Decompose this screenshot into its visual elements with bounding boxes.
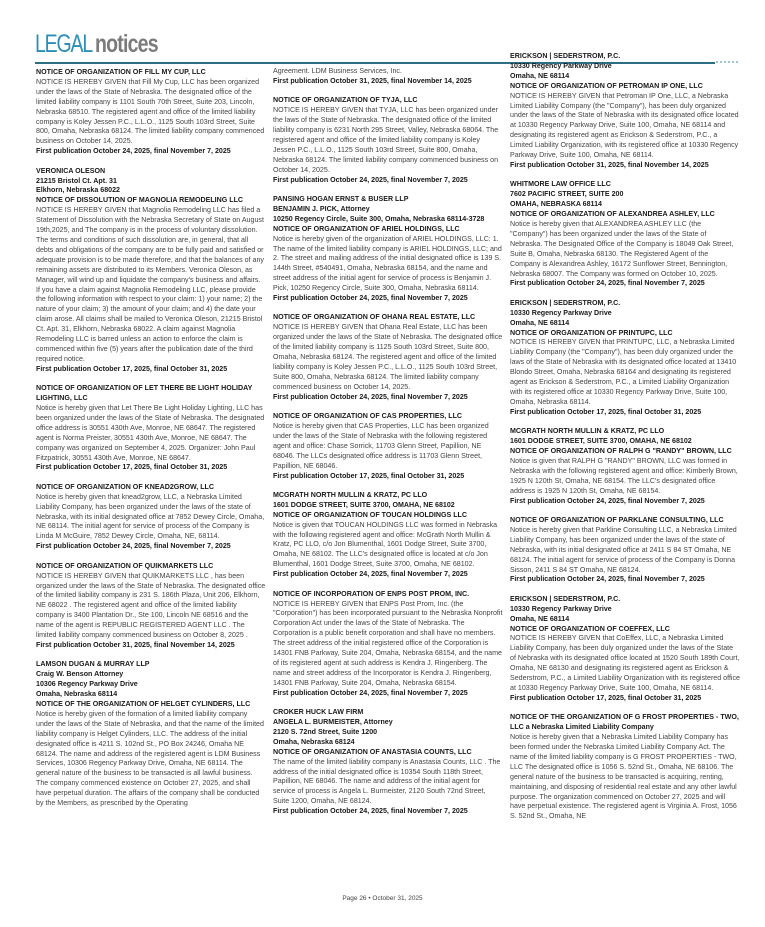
publication-dates: First publication October 31, 2025, final November 14, 2025 (510, 160, 709, 169)
notice-heading-line: NOTICE OF ORGANIZATION OF KNEAD2GROW, LLC (36, 482, 214, 491)
legal-notice (273, 313, 503, 402)
notice-heading-line: 10330 Regency Parkway Drive (510, 308, 612, 317)
legal-notice (510, 595, 740, 704)
notice-heading-line: 10306 Regency Parkway Drive (36, 680, 138, 689)
notice-heading-line: Omaha, Nebraska 68124 (273, 737, 355, 746)
publication-dates: First publication October 17, 2025, final October 31, 2025 (36, 364, 228, 373)
column-2 (273, 67, 503, 827)
notice-body: NOTICE IS HEREBY GIVEN that QUIKMARKETS LLC , has been organized under the laws of the State of Nebraska. The designated office of the limited liability company is 231 S. 186th Plaza, Unit 206, Elkhorn, NE 68022 . The registered agent and office of the limited liability company is 3400 Plantation Dr., Ste 100, Lincoln NE 68516 and the name of the agent is REPUBLIC REGISTERED AGENT LLC . The limited liability company commenced business on October 8, 2025 . (36, 571, 266, 640)
notice-heading-line: VERONICA OLESON (36, 166, 106, 175)
legal-notice (36, 562, 266, 651)
notice-body: Notice is given that TOUCAN HOLDINGS LLC was formed in Nebraska with the following registered agent and office: McGrath North Mullin & Kratz, PC LLO, c/o Jon Blumenthal, 1601 Dodge Street, Suite 3700, Omaha, NE 68102. The LLC's designated office is located at c/o Jon Blumenthal, 1601 Dodge Street, Suite 3700, Omaha, NE 68102. (273, 520, 498, 569)
notice-body: Notice is hereby given of the organization of ARIEL HOLDINGS, LLC: 1. The name of the limited liability company is ARIEL HOLDINGS, LLC; and 2. The street and mailing address of the initial designated office is 139 S. 144th Street, #540491, Omaha, Nebraska 68154, and the name and street address of the initial agent for service of process is Benjamin J. Pick, 10250 Regency Circle, Suite 300, Omaha, Nebraska 68114. (273, 234, 502, 293)
notice-body: NOTICE IS HEREBY GIVEN that ENPS Post Prom, Inc. (the "Corporation") has been incorporated pursuant to the Nebraska Nonprofit Corporation Act under the laws of the State of Nebraska. The Corporation is a public benefit corporation and shall have no members. The street address of the initial registered office of the Corporation is 14301 FNB Parkway, Suite 204, Omaha, Nebraska 68154, and the name of its registered agent at such address is Kendra J. Ringenberg. The name and street address of the Incorporator is Kendra J. Ringenberg, 14301 FNB Parkway, Suite 204, Omaha, Nebraska 68154. (273, 599, 503, 687)
page-footer (0, 895, 765, 902)
notice-heading-line: PANSING HOGAN ERNST & BUSER LLP (273, 194, 409, 203)
publication-dates: First publication October 31, 2025, final November 14, 2025 (273, 76, 472, 85)
notice-heading-line: 10330 Regency Parkway Drive (510, 604, 612, 613)
legal-notice (273, 96, 503, 185)
notice-heading-line: OMAHA, NEBRASKA 68114 (510, 200, 602, 209)
notice-heading-line: NOTICE OF INCORPORATION OF ENPS POST PROM, INC. (273, 589, 470, 598)
notice-heading-line: ERICKSON | SEDERSTROM, P.C. (510, 52, 621, 60)
legal-notice (273, 491, 503, 580)
publication-dates: First publication October 24, 2025, final November 7, 2025 (273, 807, 468, 816)
legal-notice (273, 590, 503, 699)
notice-heading-line: 1601 DODGE STREET, SUITE 3700, OMAHA, NE 68102 (510, 437, 692, 446)
notice-heading-line: Omaha, NE 68114 (510, 318, 570, 327)
publication-dates: First publication October 17, 2025, final October 31, 2025 (273, 471, 465, 480)
notice-body: NOTICE IS HEREBY GIVEN that Fill My Cup, LLC has been organized under the laws of the State of Nebraska. The designated office of the limited liability company is 1101 South 70th Street, Suite 203, Lincoln, Nebraska 68510. The registered agent and office of the limited liability company is Koley Jessen P.C., L.L.O., 1125 South 103rd Street, Suite 800, Omaha, Nebraska 68124. The limited liability company commenced business on October 14, 2025. (36, 77, 265, 146)
legal-notice (273, 67, 503, 87)
notice-body: Agreement. LDM Business Services, Inc. (273, 67, 402, 75)
legal-notice (510, 427, 740, 506)
notice-heading-line: NOTICE OF ORGANIZATION OF RALPH G "RANDY" BROWN, LLC (510, 447, 732, 456)
publication-dates: First publication October 24, 2025, final November 7, 2025 (510, 496, 705, 505)
header-title-notices: notices (95, 30, 158, 58)
notice-heading-line: 1601 DODGE STREET, SUITE 3700, OMAHA, NE 68102 (273, 500, 455, 509)
legal-notice (510, 299, 740, 418)
section-header (35, 30, 158, 60)
notice-body: NOTICE IS HEREBY GIVEN that CoEffex, LLC, a Nebraska Limited Liability Company, has been duly organized under the laws of the State of Nebraska with its designated office located at 1520 South 189th Court, Omaha, NE 68130 and designating its registered agent as Erickson & Sederstrom, P.C., a Limited Liability Organization with its registered office at 10330 Regency Parkway Drive, Suite 100, Omaha, NE 68114. (510, 634, 740, 692)
publication-dates: First publication October 24, 2025, final November 7, 2025 (273, 392, 468, 401)
publication-dates: First publication October 17, 2025, final October 31, 2025 (510, 407, 702, 416)
publication-dates: First publication October 24, 2025, final November 7, 2025 (273, 294, 468, 303)
notice-heading-line: MCGRATH NORTH MULLIN & KRATZ, PC LLO (510, 427, 665, 436)
notice-heading-line: NOTICE OF ORGANIZATION OF TYJA, LLC (273, 96, 418, 105)
publication-dates: First publication October 24, 2025, final November 7, 2025 (273, 570, 468, 579)
notice-heading-line: ERICKSON | SEDERSTROM, P.C. (510, 594, 621, 603)
notice-heading-line: Elkhorn, Nebraska 68022 (36, 186, 120, 195)
legal-notice (510, 180, 740, 289)
notice-body: NOTICE IS HEREBY GIVEN that Ohana Real Estate, LLC has been organized under the laws of the State of Nebraska. The designated office of the limited liability company is 1125 South 103rd Street, Suite 800, Omaha, Nebraska 68124. The registered agent and office of the limited liability company is Koley Jessen P.C., L.L.O., 1125 South 103rd Street, Suite 800, Omaha, Nebraska 68124. The limited liability company commenced business on October 14, 2025. (273, 323, 503, 391)
legal-notice (36, 483, 266, 552)
notice-body: Notice is hereby given that Let There Be Light Holiday Lighting, LLC has been organized under the laws of the State of Nebraska. The designated office address is 30551 430th Ave, Monroe, NE 68647. The registered agent is Norma Preister, 30551 430th Ave, Monroe, NE 68647. The company was organized on September 4, 2025. Organizer: John Paul Fitzpatrick, 30551 430th Ave, Monroe, NE 68647. (36, 404, 265, 462)
legal-notice (36, 167, 266, 375)
notice-heading-line: ERICKSON | SEDERSTROM, P.C. (510, 298, 621, 307)
notice-body: NOTICE IS HEREBY GIVEN that TYJA, LLC has been organized under the laws of the State of Nebraska. The designated office of the limited liability company is 6231 North 295 Street, Valley, Nebraska 68064. The registered agent and office of the limited liability company is Koley Jessen P.C., L.L.O., 1125 South 103rd Street, Suite 800, Omaha, Nebraska 68124. The limited liability company commenced business on October 14, 2025. (273, 106, 499, 174)
notice-heading-line: 10330 Regency Parkway Drive (510, 61, 612, 70)
publication-dates: First publication October 24, 2025, final November 7, 2025 (510, 279, 705, 288)
header-title-legal: LEGAL (35, 30, 93, 58)
column-3 (510, 52, 740, 832)
notice-heading-line: NOTICE OF ORGANIZATION OF PETROMAN IP ONE, LLC (510, 81, 703, 90)
notice-heading-line: NOTICE OF THE ORGANIZATION OF G FROST PROPERTIES - TWO, LLC a Nebraska Limited Liability Company (510, 713, 739, 732)
legal-notice (36, 384, 266, 473)
legal-notice (510, 52, 740, 171)
notice-heading-line: NOTICE OF ORGANIZATION OF ALEXANDREA ASHLEY, LLC (510, 210, 715, 219)
notice-heading-line: NOTICE OF ORGANIZATION OF PRINTUPC, LLC (510, 328, 673, 337)
notice-body: Notice is hereby given that ALEXANDREA ASHLEY LLC (the "Company") has been organized under the laws of the State of Nebraska. The Designated Office of the Company is 18049 Oak Street, Suite B, Omaha, Nebraska 68130. The Registered Agent of the Company is Alexandrea Ashley, 16172 Sunflower Street, Bennington, Nebraska 68007. The Company was formed on October 10, 2025. (510, 220, 734, 278)
column-1 (36, 68, 266, 818)
notice-heading-line: CROKER HUCK LAW FIRM (273, 708, 364, 717)
notice-heading-line: ANGELA L. BURMEISTER, Attorney (273, 717, 393, 726)
notice-heading-line: MCGRATH NORTH MULLIN & KRATZ, PC LLO (273, 490, 428, 499)
legal-notice (36, 68, 266, 157)
notice-heading-line: NOTICE OF ORGANIZATION OF FILL MY CUP, LLC (36, 68, 206, 76)
notice-body: NOTICE IS HEREBY GIVEN that Petroman IP One, LLC, a Nebraska Limited Liability Company (the "Company"), has been duly organized under the laws of the State of Nebraska with its designated office located at 10330 Regency Parkway Drive, Suite 100, Omaha, NE 68114 and designating its registered agent as Erickson & Sederstrom, P.C., a Limited Liability Organization, with its registered office at 10330 Regency Parkway Drive, Suite 100, Omaha, NE 68114. (510, 91, 739, 160)
notice-heading-line: BENJAMIN J. PICK, Attorney (273, 204, 370, 213)
notice-heading-line: 21215 Bristol Ct. Apt. 31 (36, 176, 117, 185)
notice-body: Notice is hereby given of the formation of a limited liability company under the laws of the State of Nebraska, and that the name of the limited liability company is Helget Cylinders, LLC. The address of the initial designated office is 4211 S. 102nd St., PO Box 24246, Omaha NE 68124. The name and address of the registered agent is LDM Business Services, 10306 Regency Parkway Drive, Omaha, NE 68114. The general nature of the business to be transacted is all lawful business. The company commenced existence on October 27, 2025, and shall have perpetual duration. The affairs of the company shall be conducted by the Members, as prescribed by the Operating (36, 709, 264, 808)
page-number: Page 26 • October 31, 2025 (342, 895, 423, 902)
legal-notice (36, 660, 266, 809)
legal-notice (273, 195, 503, 304)
notice-body: Notice is hereby given that CAS Properties, LLC has been organized under the laws of the State of Nebraska with the following registered agent and office: Chase Sorrick, 11703 Glenn Street, Papillion, NE 68046. The LLCs designated office address is 11703 Glenn Street, Papillion, NE 68046. (273, 422, 489, 470)
notice-heading-line: NOTICE OF ORGANIZATION OF OHANA REAL ESTATE, LLC (273, 313, 476, 322)
legal-notice (510, 713, 740, 822)
notice-heading-line: NOTICE OF ORGANIZATION OF PARKLANE CONSULTING, LLC (510, 515, 724, 524)
notice-body: NOTICE IS HEREBY GIVEN that Magnolia Remodeling LLC has filed a Statement of Dissolution with the Nebraska Secretary of State on August 19th,2025, and The company is in the process of voluntary dissolution. The terms and conditions of such dissolution are, in general, that all debts and obligations of the company are to be fully paid and satisfied or adequate provision is to be made therefore, and that the balances of any remaining assets are distributed to its Members. Veronica Oleson, as Manager, will wind up and liquidate the company's business and affairs. If you have a claim against Magnolia Remodeling LLC, please provide the following information with respect to your claim: 1) your name; 2) the nature of your claim; 3) the amount of your claim; and 4) the date your claim arose. All claims shall be mailed to Veronica Oleson, 21215 Bristol Ct. Apt. 31, Elkhorn, Nebraska 68022. A claim against Magnolia Remodeling LLC is barred unless an action to enforce the claim is commenced within five (5) years after the publication date of the third required notice. (36, 206, 264, 363)
notice-heading-line: Omaha, NE 68114 (510, 71, 570, 80)
publication-dates: First publication October 24, 2025, final November 7, 2025 (36, 147, 231, 156)
notice-body: Notice is hereby given that Parkline Consulting LLC, a Nebraska Limited Liability Company, has been organized under the laws of the state of Nebraska, with its initial designated office at 2411 S 84 ST Omaha, NE 68124. The initial agent for service of process of the Company is Donna Sisson, 2411 S 84 ST Omaha, NE 68124. (510, 525, 737, 574)
notice-heading-line: NOTICE OF THE ORGANIZATION OF HELGET CYLINDERS, LLC (36, 699, 251, 708)
publication-dates: First publication October 17, 2025, final October 31, 2025 (510, 693, 702, 702)
notice-heading-line: NOTICE OF DISSOLUTION OF MAGNOLIA REMODELING LLC (36, 196, 244, 205)
notice-heading-line: NOTICE OF ORGANIZATION OF QUIKMARKETS LLC (36, 561, 214, 570)
publication-dates: First publication October 31, 2025, final November 14, 2025 (36, 640, 235, 649)
legal-notice (273, 708, 503, 817)
notice-heading-line: LAMSON DUGAN & MURRAY LLP (36, 660, 150, 669)
notice-heading-line: 10250 Regency Circle, Suite 300, Omaha, Nebraska 68114-3728 (273, 214, 485, 223)
legal-notice (510, 516, 740, 585)
notice-heading-line: Omaha, Nebraska 68114 (36, 690, 118, 699)
publication-dates: First publication October 24, 2025, final November 7, 2025 (273, 688, 468, 697)
publication-dates: First publication October 24, 2025, final November 7, 2025 (273, 175, 468, 184)
notice-body: Notice is hereby given that knead2grow, LLC, a Nebraska Limited Liability Company, has been organized under the laws of the state of Nebraska, with its initial designated office at 7852 Dewey Circle, Omaha, NE 68114. The initial agent for service of process of the Company is Linda M McGuire, 7852 Dewey Circle, Omaha, NE, 68114. (36, 492, 265, 541)
notice-heading-line: NOTICE OF ORGANIZATION OF LET THERE BE LIGHT HOLIDAY LIGHTING, LLC (36, 384, 253, 403)
notice-body: Notice is hereby given that a Nebraska Limited Liability Company has been formed under the Nebraska Limited Liability Company Act. The name of the limited liability company is G FROST PROPERTIES - TWO, LLC The designated office is 1056 S. 52nd St., Omaha, NE 68106. The general nature of the business to be transacted is acquiring, renting, maintaining, and disposing of residential real estate and any other lawful purpose. The organization commenced on October 27, 2025 and will have perpetual existence. The registered agent is Virginia A. Frost, 1056 S. 52nd St., Omaha, NE (510, 733, 737, 821)
notice-body: NOTICE IS HEREBY GIVEN that PRINTUPC, LLC, a Nebraska Limited Liability Company (the "Company"), has been duly organized under the laws of the State of Nebraska with its designated office located at 13410 Blondo Street, Omaha, Nebraska 68164 and designating its registered agent as Erickson & Sederstrom, P.C., a Limited Liability Organization with its registered office at 10330 Regency Parkway Drive, Suite 100, Omaha, Nebraska 68114. (510, 338, 737, 406)
notice-heading-line: NOTICE OF ORGANIZATION OF ARIEL HOLDINGS, LLC (273, 224, 460, 233)
notice-heading-line: 2120 S. 72nd Street, Suite 1200 (273, 727, 378, 736)
notice-heading-line: NOTICE OF ORGANIZATION OF TOUCAN HOLDINGS LLC (273, 510, 468, 519)
notice-body: The name of the limited liability company is Anastasia Counts, LLC . The address of the initial designated office is 10354 South 118th Street, Papillion, NE 68046. The name and address of the initial agent for service of process is Angela L. Burmeister, 2120 South 72nd Street, Suite 1200, Omaha, NE 68124. (273, 757, 501, 806)
publication-dates: First publication October 17, 2025, final October 31, 2025 (36, 463, 228, 472)
notice-heading-line: NOTICE OF ORGANIZATION OF CAS PROPERTIES, LLC (273, 412, 463, 421)
publication-dates: First publication October 24, 2025, final November 7, 2025 (36, 542, 231, 551)
notice-heading-line: WHITMORE LAW OFFICE LLC (510, 180, 611, 189)
publication-dates: First publication October 24, 2025, final November 7, 2025 (510, 575, 705, 584)
notice-heading-line: NOTICE OF ORGANIZATION OF ANASTASIA COUNTS, LLC (273, 747, 472, 756)
notice-body: Notice is given that RALPH G "RANDY" BROWN, LLC was formed in Nebraska with the following registered agent and office: Kimberly Brown, 1925 N 120th St, Omaha, NE 68154. The LLC's designated office address is 1925 N 120th St, Omaha, NE 68154. (510, 456, 738, 495)
notice-heading-line: 7602 PACIFIC STREET, SUITE 200 (510, 190, 624, 199)
notice-heading-line: Omaha, NE 68114 (510, 614, 570, 623)
notice-heading-line: Craig W. Benson Attorney (36, 670, 124, 679)
notice-heading-line: NOTICE OF ORGANIZATION OF COEFFEX, LLC (510, 624, 670, 633)
legal-notice (273, 412, 503, 481)
